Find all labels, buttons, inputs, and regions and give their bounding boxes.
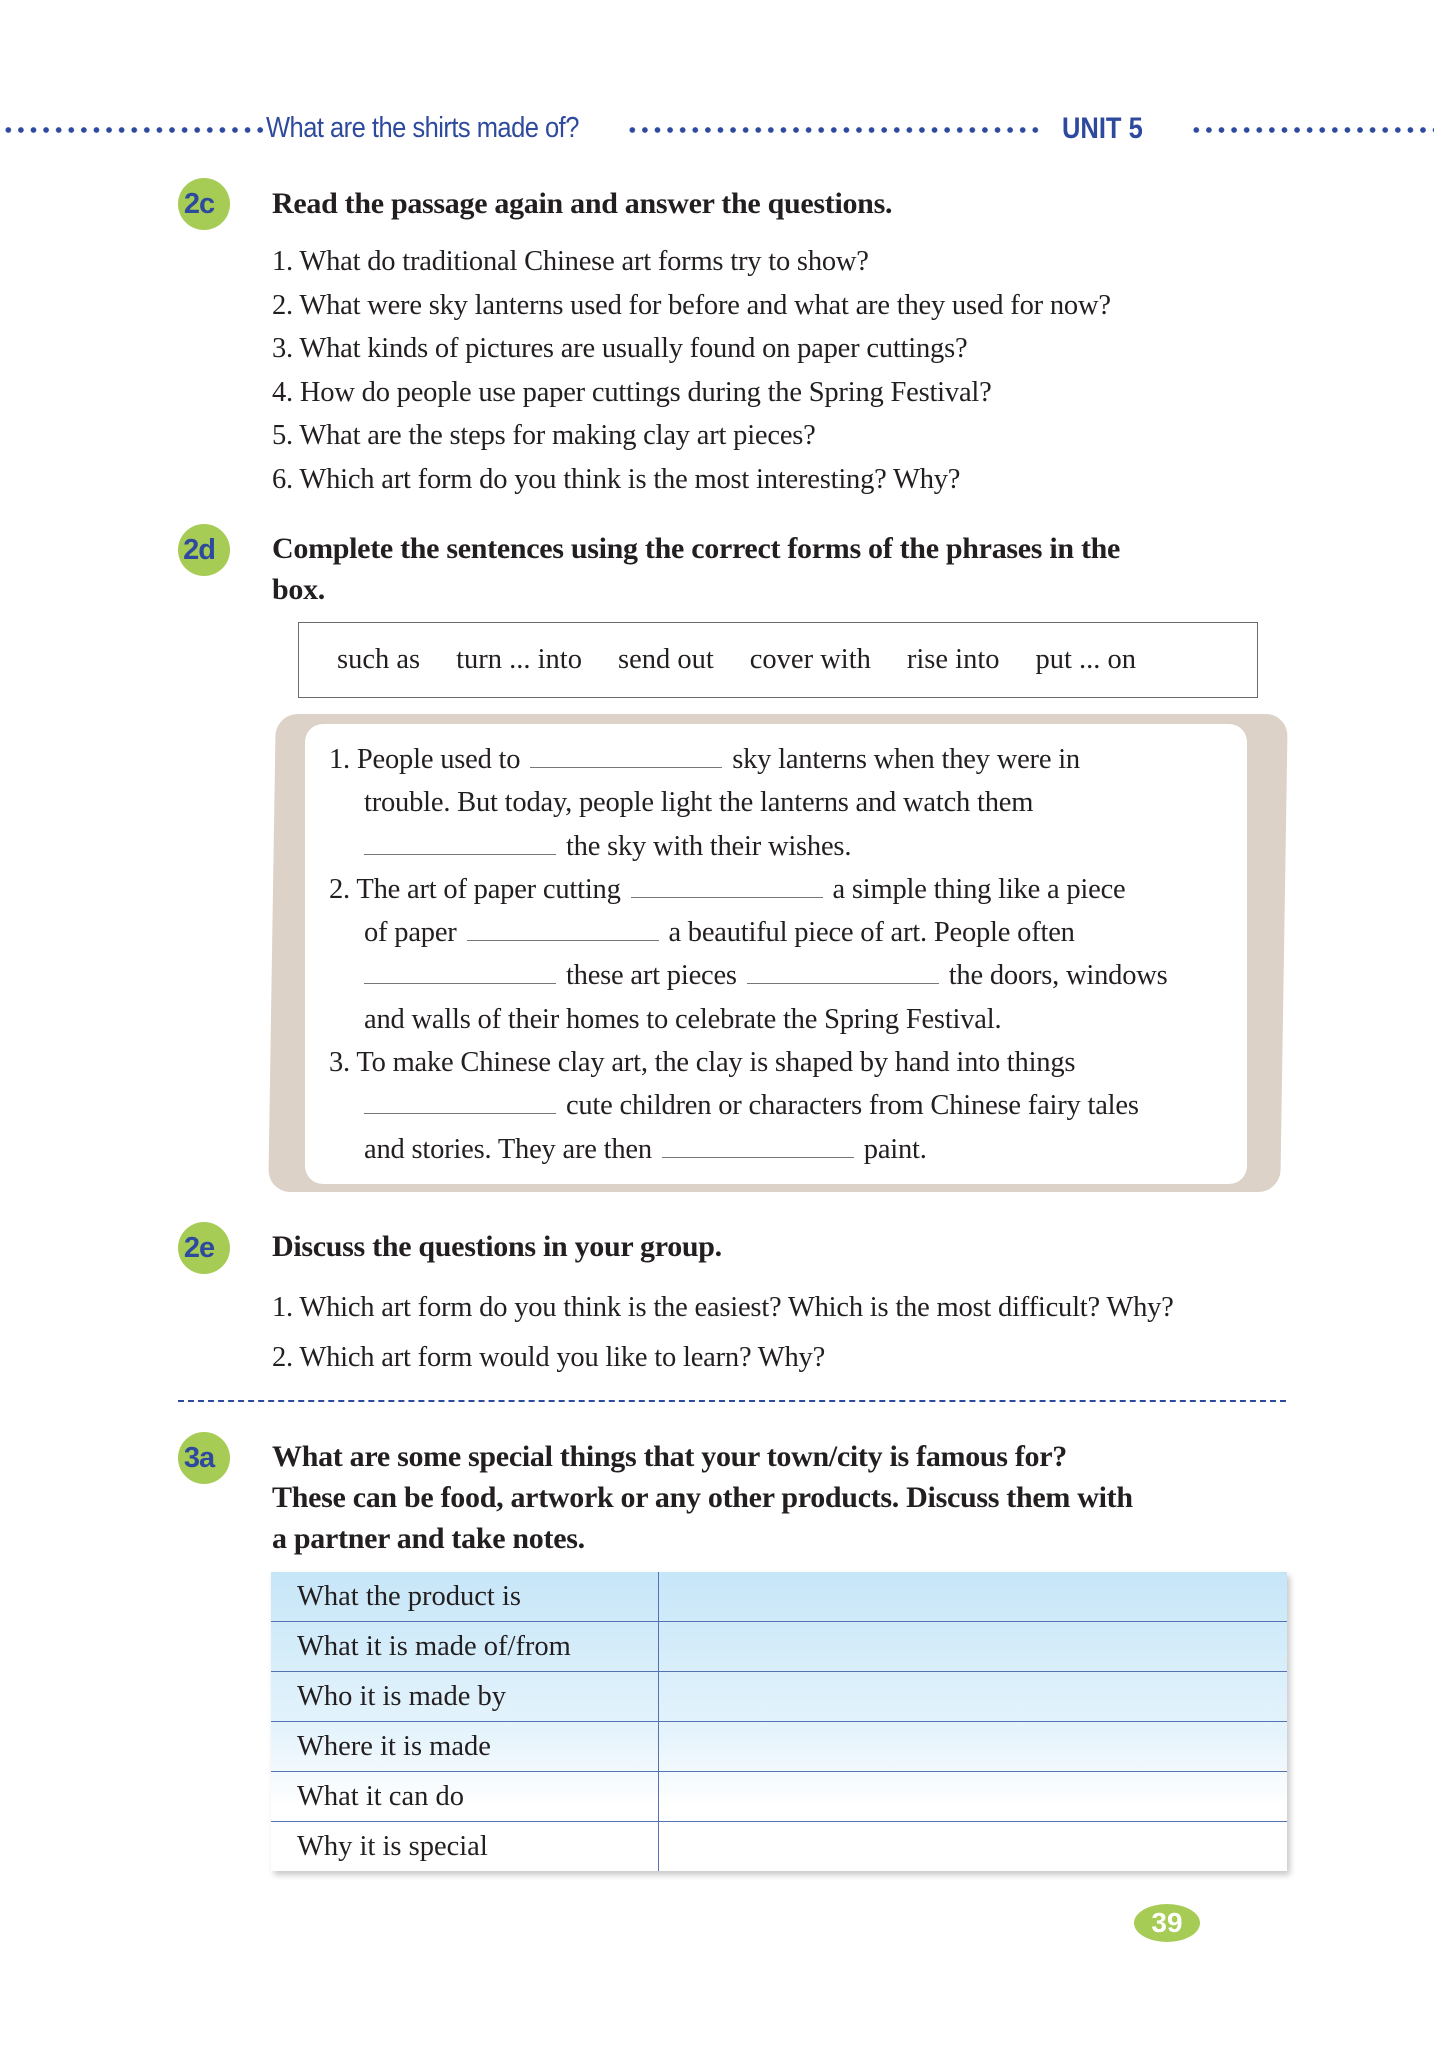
section-badge-3a: 3a (178, 1432, 230, 1484)
sentence-text: these art pieces (565, 960, 737, 992)
table-row (271, 1772, 1287, 1822)
row-label: Why it is special (297, 1830, 488, 1862)
heading-line: box. (272, 573, 325, 606)
section-heading-2c: Read the passage again and answer the questions. (272, 187, 893, 220)
section-heading-2e: Discuss the questions in your group. (272, 1230, 722, 1263)
row-label: Who it is made by (271, 1672, 659, 1722)
section-badge-2e: 2e (178, 1222, 230, 1274)
question-item: 3. What kinds of pictures are usually found on paper cuttings? (272, 333, 968, 364)
phrase: turn ... into (456, 644, 582, 675)
notes-cell[interactable] (659, 1672, 1288, 1722)
question-item: 1. Which art form do you think is the easiest? Which is the most difficult? Why? (272, 1292, 1174, 1323)
sentence-text: 2. The art of paper cutting (329, 873, 621, 905)
answer-blank[interactable] (364, 828, 556, 855)
row-label: Where it is made (271, 1722, 659, 1772)
question-item: 5. What are the steps for making clay art pieces? (272, 420, 816, 451)
running-header (0, 112, 1434, 148)
sentence-text: the doors, windows (948, 960, 1168, 992)
row-label: What it can do (271, 1772, 659, 1822)
unit-label: UNIT 5 (1062, 112, 1143, 145)
answer-blank[interactable] (364, 1087, 556, 1114)
question-item: 2. Which art form would you like to learn? Why? (272, 1342, 826, 1373)
answer-blank[interactable] (747, 957, 939, 984)
row-label: What the product is (271, 1572, 659, 1622)
question-item: 2. What were sky lanterns used for before and what are they used for now? (272, 289, 1111, 321)
heading-line: What are some special things that your town/city is famous for? (272, 1440, 1067, 1473)
sentence-text: of paper (364, 917, 457, 949)
sentence-text: 3. To make Chinese clay art, the clay is shaped by hand into things (329, 1047, 1076, 1079)
phrase: cover with (749, 644, 871, 675)
phrase: put ... on (1035, 644, 1137, 675)
answer-blank[interactable] (631, 871, 823, 898)
question-item: 4. How do people use paper cuttings during the Spring Festival? (272, 376, 992, 408)
notes-cell[interactable] (659, 1572, 1288, 1622)
table-row (271, 1822, 1287, 1872)
answer-blank[interactable] (364, 957, 556, 984)
notes-table (271, 1572, 1287, 1871)
sentence-text: 1. People used to (329, 744, 521, 775)
fill-in-sentences (329, 738, 1249, 1171)
sentence-text: and stories. They are then (364, 1133, 652, 1165)
heading-line: a partner and take notes. (272, 1522, 585, 1555)
notes-cell[interactable] (659, 1722, 1288, 1772)
question-item: 1. What do traditional Chinese art forms try to show? (272, 246, 869, 277)
sentence-text: sky lanterns when they were in (732, 744, 1080, 775)
page-number: 39 (1134, 1904, 1200, 1942)
section-heading-3a (272, 1436, 1133, 1559)
sentence-text: a beautiful piece of art. People often (668, 917, 1075, 949)
phrase: rise into (906, 644, 1000, 675)
phrase-box (298, 622, 1258, 698)
question-list-2e (272, 1283, 1174, 1383)
table-row (271, 1572, 1287, 1622)
phrase: such as (337, 644, 421, 675)
lesson-title: What are the shirts made of? (266, 112, 579, 144)
phrase: send out (617, 644, 714, 675)
notes-cell[interactable] (659, 1772, 1288, 1822)
sentence-text: and walls of their homes to celebrate the Spring Festival. (364, 1003, 1002, 1035)
notes-cell[interactable] (659, 1822, 1288, 1872)
section-heading-2d (272, 528, 1120, 610)
sentence-text: a simple thing like a piece (832, 873, 1126, 905)
dotted-rule (626, 127, 1044, 133)
answer-blank[interactable] (467, 914, 659, 941)
sentence-text: paint. (863, 1133, 927, 1165)
question-list-2c (272, 240, 1111, 501)
table-row (271, 1622, 1287, 1672)
answer-blank[interactable] (662, 1131, 854, 1158)
answer-blank[interactable] (530, 741, 722, 768)
table-row (271, 1722, 1287, 1772)
section-badge-2c: 2c (178, 178, 230, 230)
dotted-rule (1190, 127, 1434, 133)
heading-line: These can be food, artwork or any other products. Discuss them with (272, 1481, 1133, 1514)
notes-cell[interactable] (659, 1622, 1288, 1672)
dotted-rule (2, 127, 264, 133)
heading-line: Complete the sentences using the correct forms of the phrases in the (272, 532, 1121, 565)
section-divider (178, 1400, 1286, 1402)
section-badge-2d: 2d (178, 524, 230, 576)
sentence-text: trouble. But today, people light the lanterns and watch them (364, 787, 1034, 819)
sentence-text: cute children or characters from Chinese fairy tales (565, 1090, 1139, 1122)
sentence-text: the sky with their wishes. (565, 830, 852, 862)
table-row (271, 1672, 1287, 1722)
row-label: What it is made of/from (271, 1622, 659, 1672)
question-item: 6. Which art form do you think is the most interesting? Why? (272, 463, 961, 495)
